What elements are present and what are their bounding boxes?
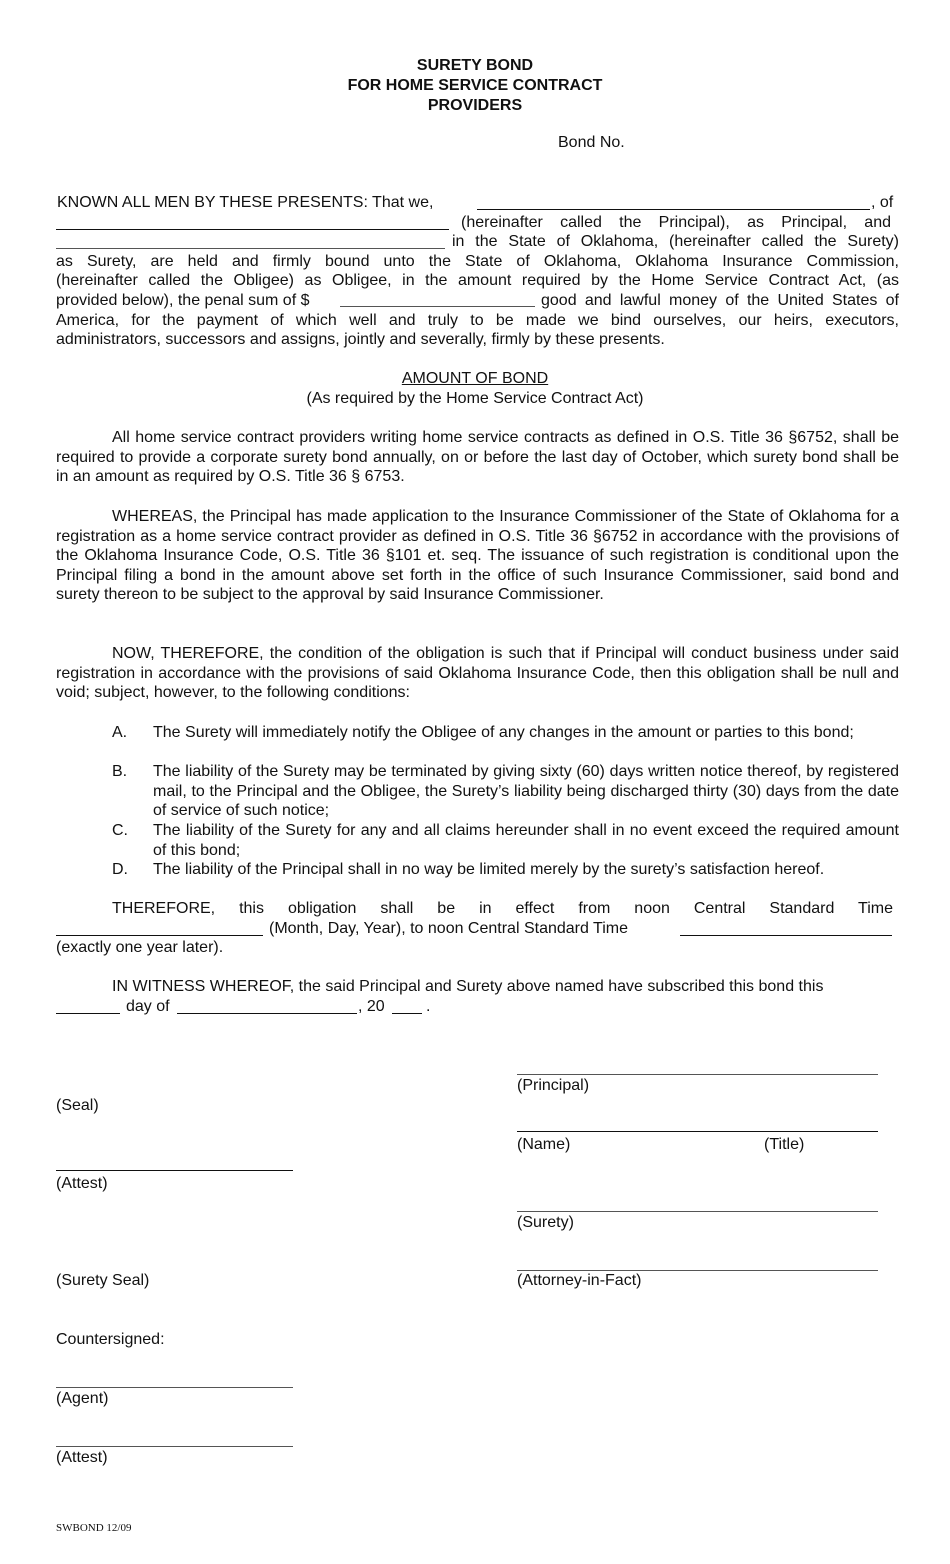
intro-line-7: America, for the payment of which well and truly to be made we bind ourselves, our heirs, executors,	[56, 312, 899, 329]
condition-b-text: The liability of the Surety may be terminated by giving sixty (60) days written notice thereof, by registered mail, to the Principal and the Obligee, the Surety’s liability being discharged thirty (30) days from the date of service of such notice;	[153, 763, 899, 820]
witness-day-blank[interactable]	[56, 1013, 120, 1014]
form-number-footer: SWBOND 12/09	[56, 1522, 132, 1534]
penal-sum-blank[interactable]	[340, 306, 535, 307]
principal-address-blank[interactable]	[56, 229, 449, 230]
intro-line-1: KNOWN ALL MEN BY THESE PRESENTS: That we,	[57, 194, 434, 211]
surety-label: (Surety)	[517, 1214, 574, 1231]
principal-name-blank[interactable]	[477, 209, 870, 210]
attest-signature-line-1[interactable]	[56, 1170, 293, 1171]
now-therefore-paragraph	[56, 644, 899, 703]
agent-signature-line[interactable]	[56, 1387, 293, 1388]
document-title	[0, 56, 950, 116]
whereas-text: WHEREAS, the Principal has made application to the Insurance Commissioner of the State of Oklahoma for a registration as a home service contract provider as defined in O.S. Title 36 §6752 in accordance with the provisions of the Oklahoma Insurance Code, O.S. Title 36 §101 et. seq. The issuance of such registration is conditional upon the Principal filing a bond in the amount above set forth in the office of such Insurance Commissioner, said bond and surety thereon to be subject to the approval by said Insurance Commissioner.	[56, 508, 899, 604]
title-line-3: PROVIDERS	[427, 97, 523, 114]
intro-line-3: in the State of Oklahoma, (hereinafter called the Surety)	[452, 233, 899, 250]
title-label: (Title)	[764, 1136, 805, 1153]
name-label: (Name)	[517, 1136, 571, 1153]
attest-signature-line-2[interactable]	[56, 1446, 293, 1447]
therefore-line-3: (exactly one year later).	[56, 939, 224, 956]
witness-year-prefix: , 20	[358, 998, 385, 1015]
intro-line-6-end: good and lawful money of the United States of	[541, 292, 899, 309]
condition-a-text: The Surety will immediately notify the Obligee of any changes in the amount or parties to this bond;	[153, 724, 854, 741]
title-line-1: SURETY BOND	[416, 57, 534, 74]
principal-signature-line[interactable]	[517, 1074, 878, 1075]
surety-signature-line[interactable]	[517, 1211, 878, 1212]
attest-label-1: (Attest)	[56, 1175, 108, 1192]
intro-line-8: administrators, successors and assigns, jointly and severally, firmly by these presents.	[56, 331, 665, 348]
bond-number-label: Bond No.	[558, 134, 625, 151]
condition-d-text: The liability of the Principal shall in no way be limited merely by the surety’s satisfaction hereof.	[153, 861, 825, 878]
expiration-time-blank[interactable]	[680, 935, 892, 936]
witness-day-of: day of	[126, 998, 170, 1015]
effective-date-blank[interactable]	[56, 935, 263, 936]
intro-line-2: (hereinafter called the Principal), as Principal, and	[461, 214, 891, 231]
title-line-2: FOR HOME SERVICE CONTRACT	[347, 77, 603, 94]
countersigned-label: Countersigned:	[56, 1331, 165, 1348]
now-therefore-text: NOW, THEREFORE, the condition of the obligation is such that if Principal will conduct business under said registration in accordance with the provisions of said Oklahoma Insurance Code, then this obligation shall be null and void; subject, however, to the following conditions:	[56, 645, 899, 702]
intro-line-6: provided below), the penal sum of $	[56, 292, 310, 309]
therefore-line-1: THEREFORE, this obligation shall be in effect from noon Central Standard Time	[112, 900, 893, 917]
witness-year-suffix: .	[426, 998, 431, 1015]
condition-b-letter: B.	[112, 763, 128, 780]
condition-a-letter: A.	[112, 724, 128, 741]
condition-d-letter: D.	[112, 861, 128, 878]
name-title-signature-line[interactable]	[517, 1131, 878, 1132]
condition-c-letter: C.	[112, 822, 128, 839]
therefore-line-2: (Month, Day, Year), to noon Central Standard Time	[269, 920, 629, 937]
amount-paragraph-text: All home service contract providers writing home service contracts as defined in O.S. Title 36 §6752, shall be required to provide a corporate surety bond annually, on or before the last day of October, which surety bond shall be in an amount as required by O.S. Title 36 § 6753.	[56, 429, 899, 486]
principal-label: (Principal)	[517, 1077, 590, 1094]
amount-heading: AMOUNT OF BOND	[401, 370, 549, 387]
agent-label: (Agent)	[56, 1390, 109, 1407]
seal-label: (Seal)	[56, 1097, 99, 1114]
witness-month-blank[interactable]	[177, 1013, 357, 1014]
witness-line-1: IN WITNESS WHEREOF, the said Principal and Surety above named have subscribed this bond this	[112, 978, 824, 995]
condition-c-text: The liability of the Surety for any and all claims hereunder shall in no event exceed the required amount of this bond;	[153, 822, 899, 859]
amount-subheading: (As required by the Home Service Contract Act)	[306, 390, 644, 407]
amount-paragraph	[56, 428, 899, 487]
intro-line-4: as Surety, are held and firmly bound unto the State of Oklahoma, Oklahoma Insurance Commission,	[56, 253, 899, 270]
surety-seal-label: (Surety Seal)	[56, 1272, 150, 1289]
intro-line-1-end: , of	[871, 194, 894, 211]
witness-year-blank[interactable]	[392, 1013, 422, 1014]
whereas-paragraph	[56, 507, 899, 605]
attest-label-2: (Attest)	[56, 1449, 108, 1466]
intro-line-5: (hereinafter called the Obligee) as Obligee, in the amount required by the Home Service Contract Act, (as	[56, 272, 899, 289]
attorney-label: (Attorney-in-Fact)	[517, 1272, 642, 1289]
surety-name-blank[interactable]	[56, 248, 445, 249]
